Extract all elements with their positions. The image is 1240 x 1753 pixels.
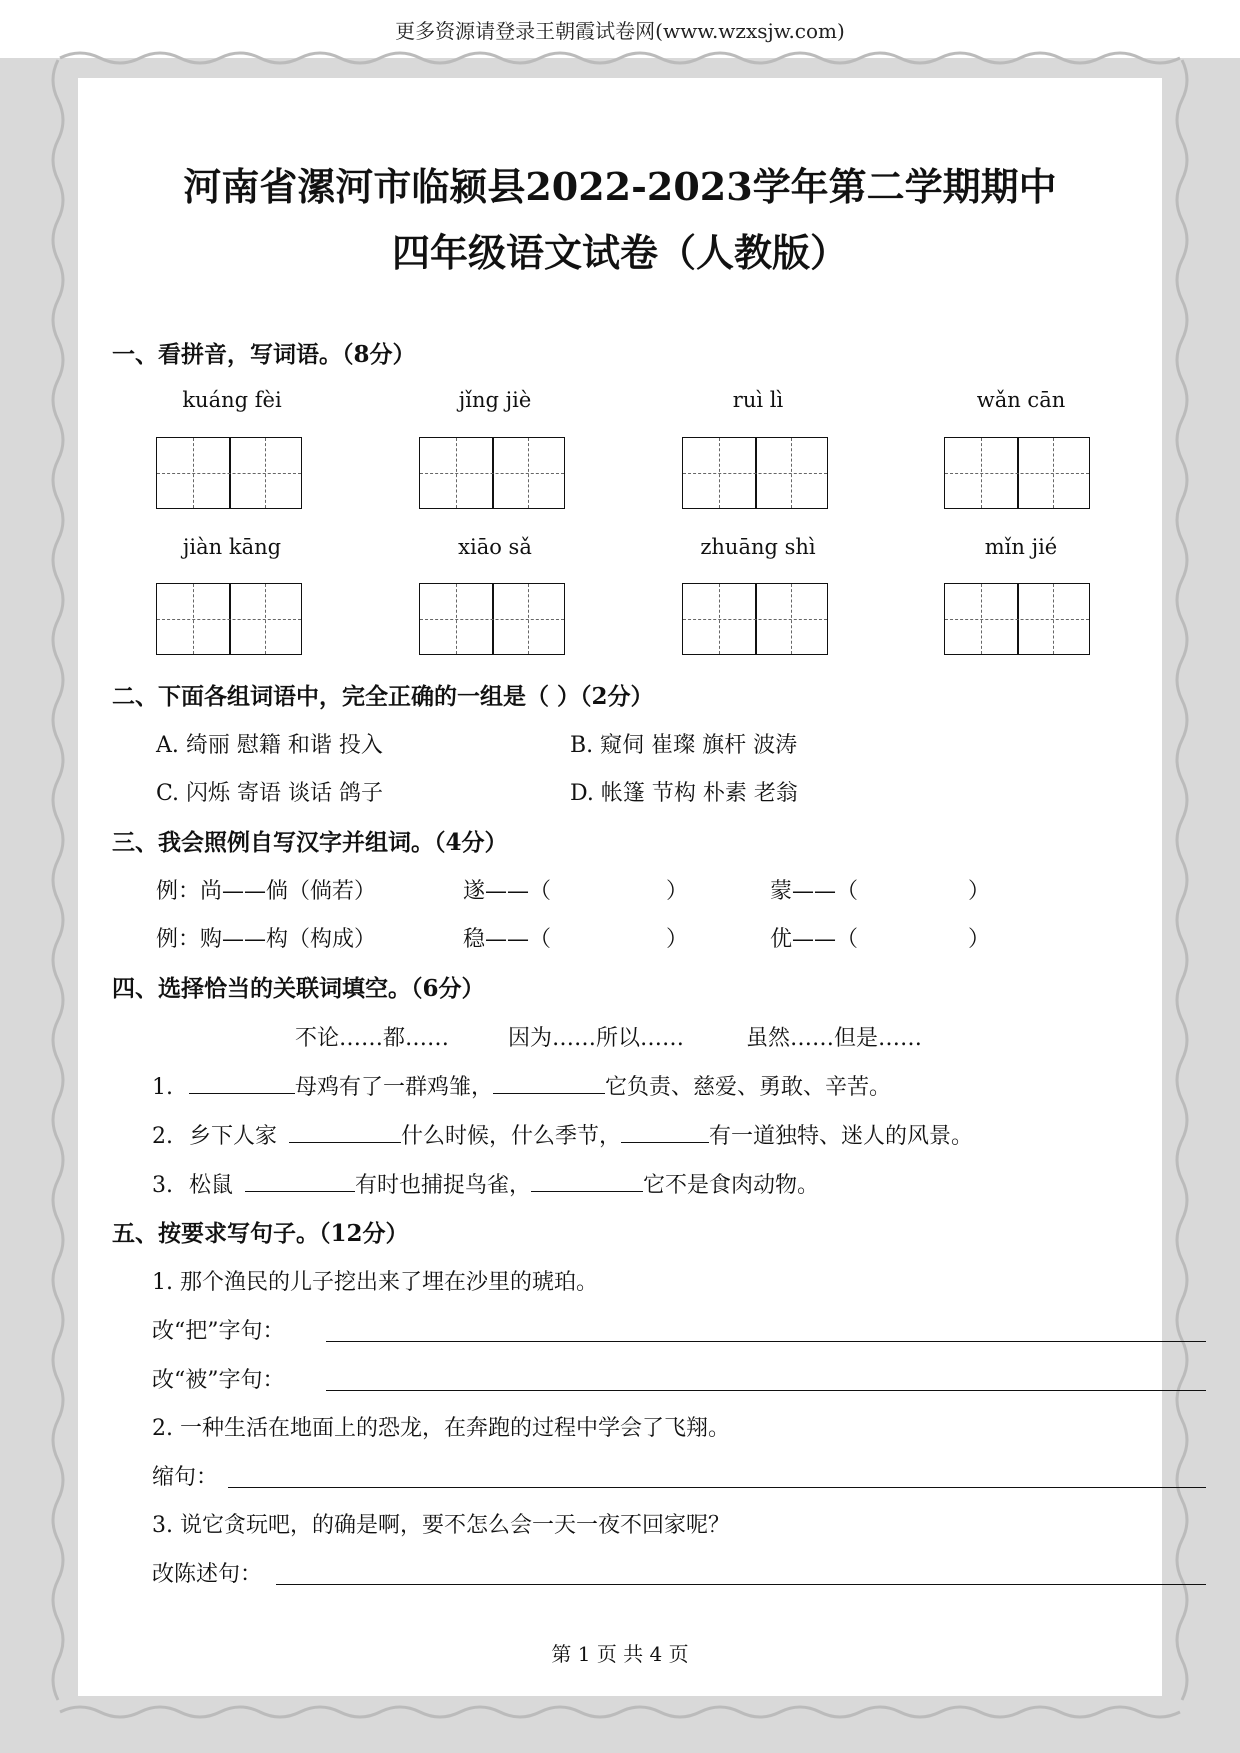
s3-q2b: 优——（ — [770, 927, 859, 952]
s3-q1a-close: ） — [666, 879, 689, 904]
s4-q2-blank-2[interactable] — [621, 1122, 709, 1143]
s4-q2-text-1: 什么时候，什么季节， — [401, 1124, 622, 1149]
border-outer-wave — [60, 53, 1180, 63]
s4-q3-text-0: 松鼠 — [189, 1173, 234, 1198]
s4-q1-text-2: 它负责、慈爱、勇敢、辛苦。 — [605, 1075, 892, 1100]
page-title: 河南省漯河市临颍县2022-2023学年第二学期期中 — [183, 164, 1057, 209]
writing-grid-5[interactable] — [156, 583, 302, 655]
section2-heading: 二、下面各组词语中，完全正确的一组是（ ）（2分） — [112, 683, 654, 710]
s5-q1-bei-answer-line[interactable] — [326, 1390, 1206, 1391]
s2-option-d[interactable]: D. 帐篷 节构 朴素 老翁 — [570, 781, 798, 806]
s3-q1a: 遂——（ — [463, 879, 552, 904]
s4-q3-text-2: 它不是食肉动物。 — [643, 1173, 820, 1198]
section4-heading: 四、选择恰当的关联词填空。（6分） — [112, 975, 485, 1002]
s4-q1-num: 1. — [152, 1075, 173, 1100]
s4-q1-blank-2[interactable] — [493, 1073, 605, 1094]
border-outer-wave-right — [1177, 60, 1187, 1700]
s5-q1-ba-answer-line[interactable] — [326, 1341, 1206, 1342]
page-subtitle: 四年级语文试卷（人教版） — [391, 230, 848, 275]
pinyin-3: ruì lì — [732, 388, 784, 412]
s4-q3-num: 3. — [152, 1173, 173, 1198]
s4-q1-blank-1[interactable] — [189, 1073, 295, 1094]
pinyin-4: wǎn cān — [976, 388, 1066, 412]
s4-option-3: 虽然……但是…… — [746, 1026, 923, 1051]
s4-q2 — [152, 1119, 973, 1150]
s5-q1: 1. 那个渔民的儿子挖出来了埋在沙里的琥珀。 — [152, 1270, 598, 1295]
s5-q3: 3. 说它贪玩吧，的确是啊，要不怎么会一天一夜不回家呢？ — [152, 1513, 730, 1538]
writing-grid-1[interactable] — [156, 437, 302, 509]
writing-grid-8[interactable] — [944, 583, 1090, 655]
border-outer-wave-left — [53, 60, 63, 1700]
s5-q1-bei-label: 改“被”字句： — [152, 1368, 285, 1393]
writing-grid-7[interactable] — [682, 583, 828, 655]
s4-q1-text-1: 母鸡有了一群鸡雏， — [295, 1075, 494, 1100]
header-note: 更多资源请登录王朝霞试卷网(www.wzxsjw.com) — [0, 0, 1240, 58]
s3-q2b-close: ） — [968, 927, 991, 952]
pinyin-8: mǐn jié — [984, 535, 1058, 559]
writing-grid-6[interactable] — [419, 583, 565, 655]
s5-q2-answer-line[interactable] — [228, 1487, 1206, 1488]
s4-option-2: 因为……所以…… — [508, 1026, 685, 1051]
border-outer-wave-bottom — [60, 1707, 1180, 1717]
s4-q3-blank-2[interactable] — [531, 1171, 643, 1192]
s5-q2: 2. 一种生活在地面上的恐龙，在奔跑的过程中学会了飞翔。 — [152, 1416, 730, 1441]
s3-example-2: 例：购——构（构成） — [156, 927, 377, 952]
pinyin-5: jiàn kāng — [182, 535, 282, 559]
s3-example-1: 例：尚——倘（倘若） — [156, 879, 377, 904]
s2-option-b[interactable]: B. 窥伺 崔璨 旗杆 波涛 — [570, 733, 798, 758]
s5-q3-label: 改陈述句： — [152, 1562, 263, 1587]
s3-q2a-close: ） — [666, 927, 689, 952]
section3-heading: 三、我会照例自写汉字并组词。（4分） — [112, 829, 508, 856]
section5-heading: 五、按要求写句子。（12分） — [112, 1220, 409, 1247]
s4-q3 — [152, 1168, 819, 1199]
s4-q2-blank-1[interactable] — [289, 1122, 401, 1143]
s3-q1b: 蒙——（ — [770, 879, 859, 904]
s5-q2-label: 缩句： — [152, 1465, 219, 1490]
s4-q1 — [152, 1070, 891, 1101]
section1-heading: 一、看拼音，写词语。（8分） — [112, 341, 416, 368]
pinyin-1: kuáng fèi — [182, 388, 282, 412]
s5-q3-answer-line[interactable] — [276, 1584, 1206, 1585]
s2-option-c[interactable]: C. 闪烁 寄语 谈话 鸽子 — [156, 781, 384, 806]
writing-grid-3[interactable] — [682, 437, 828, 509]
pinyin-6: xiāo sǎ — [458, 535, 532, 559]
s3-q1b-close: ） — [968, 879, 991, 904]
s3-q2a: 稳——（ — [463, 927, 552, 952]
s5-q1-ba-label: 改“把”字句： — [152, 1319, 285, 1344]
writing-grid-2[interactable] — [419, 437, 565, 509]
s4-q2-text-0: 乡下人家 — [189, 1124, 278, 1149]
s2-option-a[interactable]: A. 绮丽 慰籍 和谐 投入 — [156, 733, 383, 758]
s4-q2-text-2: 有一道独特、迷人的风景。 — [709, 1124, 974, 1149]
writing-grid-4[interactable] — [944, 437, 1090, 509]
s4-q3-blank-1[interactable] — [245, 1171, 355, 1192]
s4-q3-text-1: 有时也捕捉鸟雀， — [355, 1173, 532, 1198]
pinyin-2: jǐng jiè — [458, 388, 532, 412]
page-footer: 第 1 页 共 4 页 — [551, 1642, 689, 1666]
pinyin-7: zhuāng shì — [700, 535, 816, 559]
exam-page — [78, 78, 1162, 1696]
s4-q2-num: 2. — [152, 1124, 173, 1149]
s4-option-1: 不论……都…… — [295, 1026, 450, 1051]
